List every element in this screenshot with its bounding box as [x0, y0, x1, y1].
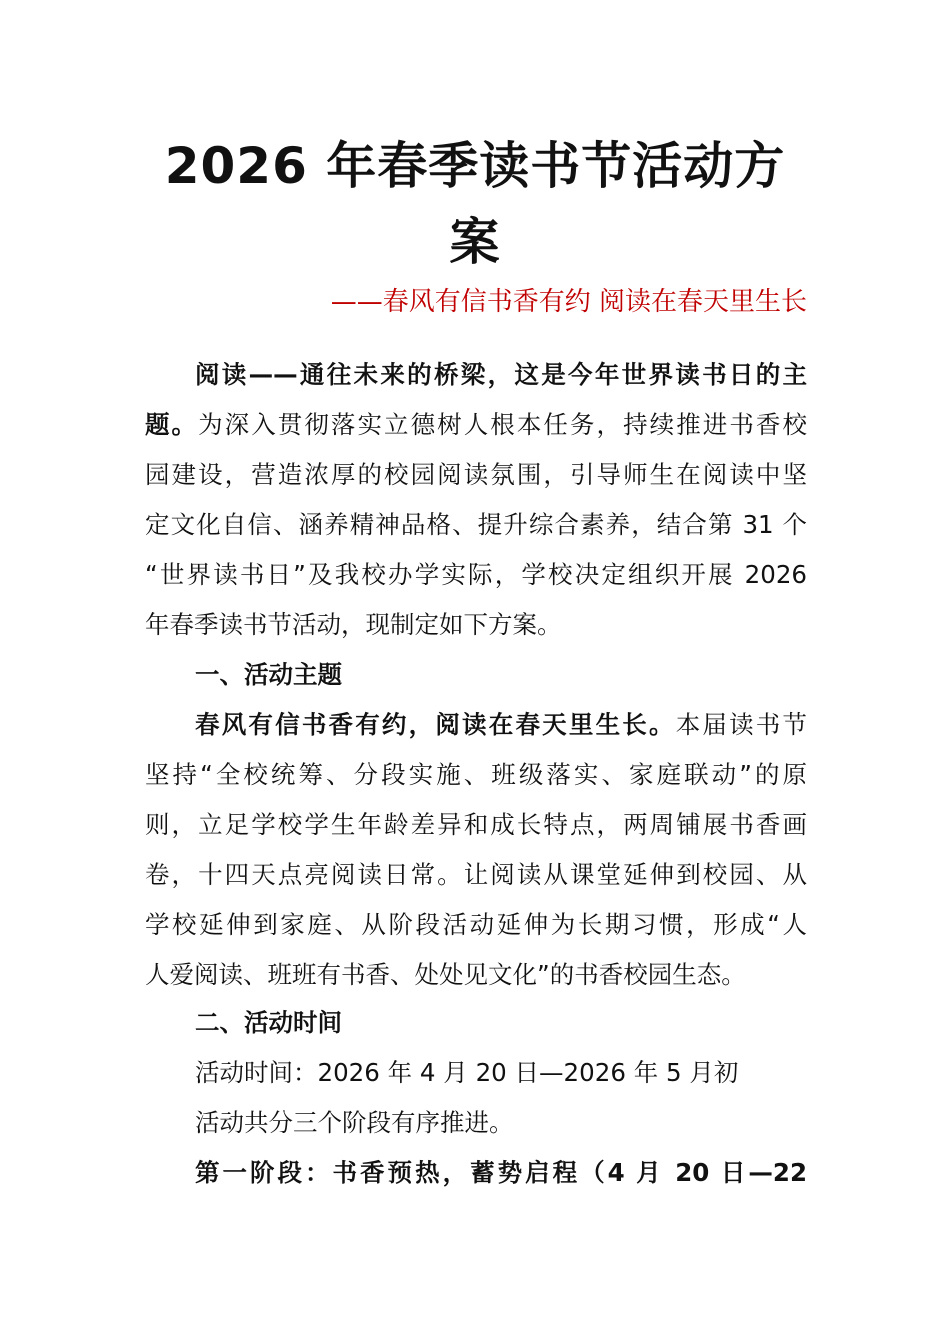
intro-line-1: 阅读——通往未来的桥梁，这是今年世界读书日的主	[195, 360, 807, 389]
intro-line-5: “世界读书日”及我校办学实际，学校决定组织开展 2026	[145, 560, 807, 589]
section-1-line-1-rest: 本届读书节	[675, 710, 808, 739]
section-2-stages: 活动共分三个阶段有序推进。	[195, 1108, 514, 1137]
intro-line-2-bold: 题。	[145, 410, 199, 439]
intro-line-6: 年春季读书节活动，现制定如下方案。	[145, 610, 562, 639]
section-1-line-4: 卷，十四天点亮阅读日常。让阅读从课堂延伸到校园、从	[145, 860, 807, 889]
document-title-line-2: 案	[449, 213, 501, 271]
intro-line-4: 定文化自信、涵养精神品格、提升综合素养，结合第 31 个	[145, 510, 807, 539]
section-2	[145, 998, 807, 1198]
document-title-line-1: 2026 年春季读书节活动方	[164, 137, 786, 195]
section-1-theme-bold: 春风有信书香有约，阅读在春天里生长。	[195, 710, 676, 739]
section-1-line-3: 则，立足学校学生年龄差异和成长特点，两周铺展书香画	[145, 810, 807, 839]
document-subtitle: ——春风有信书香有约 阅读在春天里生长	[330, 287, 807, 317]
section-2-heading: 二、活动时间	[195, 1008, 342, 1037]
section-2-time: 活动时间：2026 年 4 月 20 日—2026 年 5 月初	[195, 1058, 739, 1087]
intro-line-3: 园建设，营造浓厚的校园阅读氛围，引导师生在阅读中坚	[145, 460, 807, 489]
section-1-line-2: 坚持“全校统筹、分段实施、班级落实、家庭联动”的原	[145, 760, 807, 789]
intro-line-2-rest: 为深入贯彻落实立德树人根本任务，持续推进书香校	[198, 410, 807, 439]
section-1	[145, 650, 807, 1000]
section-1-heading: 一、活动主题	[195, 660, 342, 689]
section-1-line-6: 人爱阅读、班班有书香、处处见文化”的书香校园生态。	[145, 960, 746, 989]
section-1-line-1	[145, 700, 807, 750]
intro-paragraph	[145, 350, 807, 650]
section-2-stage-1: 第一阶段：书香预热，蓄势启程（4 月 20 日—22	[195, 1158, 807, 1187]
intro-line-2	[145, 400, 807, 450]
section-1-line-5: 学校延伸到家庭、从阶段活动延伸为长期习惯，形成“人	[145, 910, 807, 939]
